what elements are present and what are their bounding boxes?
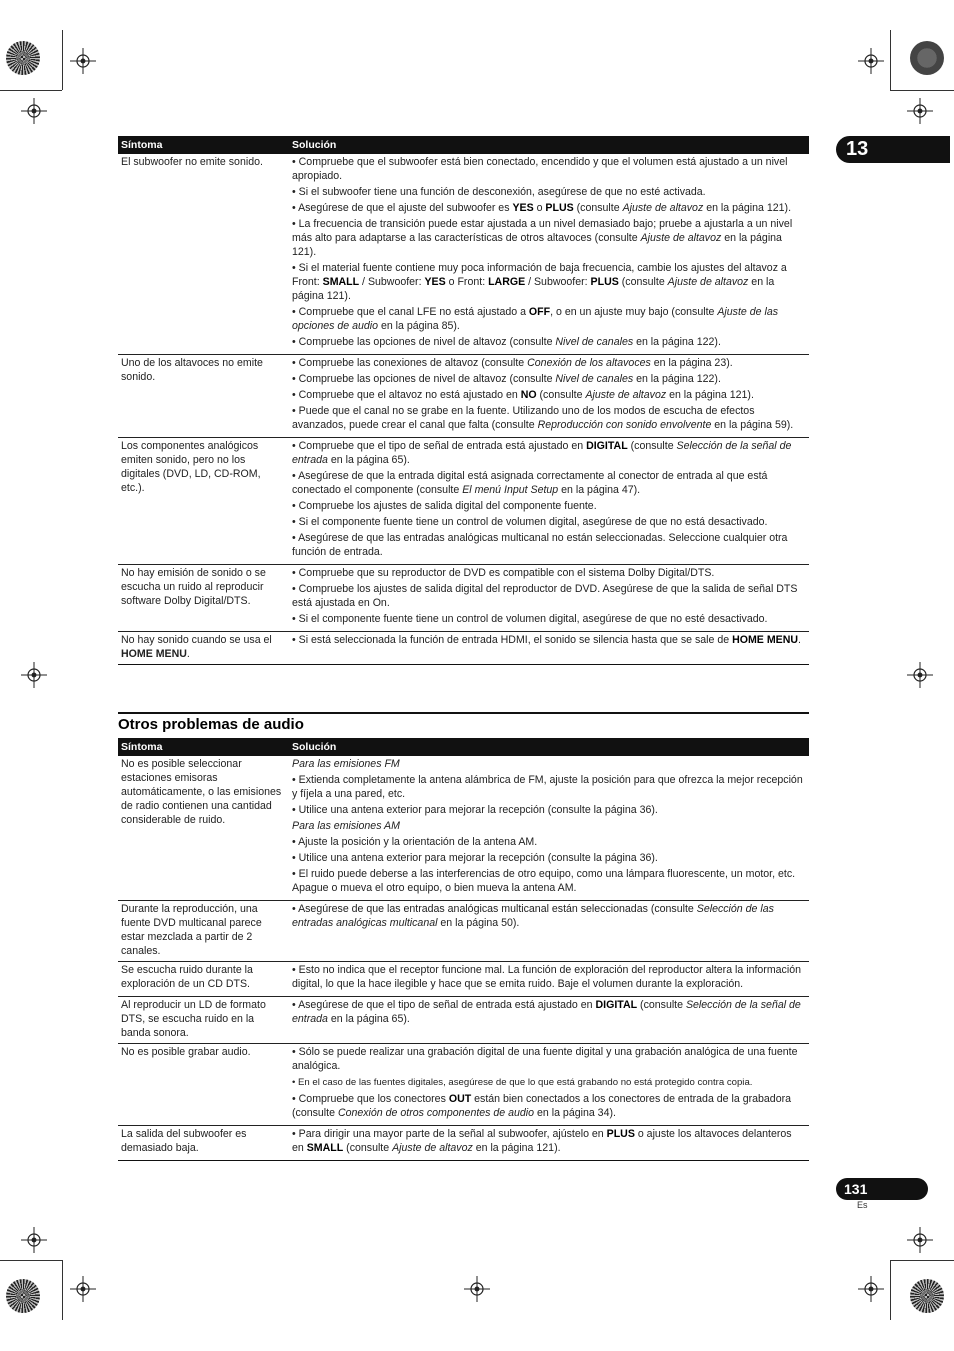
emphasis-text: LARGE bbox=[488, 276, 526, 288]
text-run: (consulte bbox=[343, 1142, 393, 1154]
text-run: en la página 59). bbox=[711, 419, 794, 431]
solution-column-header: Solución bbox=[289, 136, 809, 154]
text-run: • Sólo se puede realizar una grabación digital de una fuente digital y una grabación analógica de una fuente analógica. bbox=[292, 1046, 798, 1072]
table-header-row bbox=[118, 136, 809, 154]
table-row bbox=[118, 154, 809, 355]
solution-cell bbox=[289, 901, 809, 962]
registration-circle-bottom-right bbox=[910, 1279, 944, 1313]
symptom-cell: Los componentes analógicos emiten sonido, pero no los digitales (DVD, LD, CD-ROM, etc.). bbox=[118, 438, 289, 565]
solution-item bbox=[292, 1075, 806, 1090]
text-run: (consulte bbox=[573, 202, 623, 214]
reference-text: El menú Input Setup bbox=[462, 484, 559, 496]
solution-item bbox=[292, 217, 806, 259]
emphasis-text: PLUS bbox=[590, 276, 619, 288]
registration-circle-bottom-left bbox=[6, 1279, 40, 1313]
solution-item bbox=[292, 201, 806, 215]
text-run: en la página 23). bbox=[650, 357, 733, 369]
text-run: . bbox=[186, 648, 190, 660]
text-run: • Compruebe que los conectores bbox=[292, 1093, 449, 1105]
text-run: • Compruebe que su reproductor de DVD es compatible con el sistema Dolby Digital/DTS. bbox=[292, 567, 715, 579]
text-run: en la página 122). bbox=[633, 336, 721, 348]
audio-problems-table bbox=[118, 738, 809, 1161]
reference-text: Selección de la señal de entrada bbox=[292, 440, 792, 466]
emphasis-text: OFF bbox=[528, 306, 551, 318]
symptom-cell: Durante la reproducción, una fuente DVD multicanal parece estar mezclada a partir de 2 canales. bbox=[118, 901, 289, 962]
table-row bbox=[118, 756, 809, 901]
emphasis-text: YES bbox=[512, 202, 534, 214]
solution-item bbox=[292, 582, 806, 610]
solution-item bbox=[292, 1092, 806, 1120]
solution-item bbox=[292, 372, 806, 386]
text-run: • Asegúrese de que el ajuste del subwoofer es bbox=[292, 202, 513, 214]
text-run: • Si está seleccionada la función de entrada HDMI, el sonido se silencia hasta que se sale de bbox=[292, 634, 733, 646]
emphasis-text: SMALL bbox=[322, 276, 360, 288]
solution-cell bbox=[289, 438, 809, 565]
solution-item bbox=[292, 439, 806, 467]
symptom-cell: Uno de los altavoces no emite sonido. bbox=[118, 355, 289, 438]
text-run: • Esto no indica que el receptor funcione mal. La función de exploración del reproductor altera la información digital, lo que la hace ilegible y hace que se emita ruido. Baje el volumen durante la exploración. bbox=[292, 964, 801, 990]
solution-item bbox=[292, 356, 806, 370]
solution-item bbox=[292, 499, 806, 513]
solution-item bbox=[292, 1127, 806, 1155]
text-run: No hay sonido cuando se usa el bbox=[121, 634, 272, 646]
crosshair-mark-upper-left bbox=[21, 98, 47, 124]
solution-item bbox=[292, 261, 806, 303]
text-run: en la página 65). bbox=[327, 454, 410, 466]
reference-text: Ajuste de altavoz bbox=[585, 389, 667, 401]
solution-item bbox=[292, 566, 806, 580]
table-row bbox=[118, 632, 809, 665]
crop-mark bbox=[62, 1260, 63, 1320]
solution-cell bbox=[289, 632, 809, 665]
solution-item bbox=[292, 773, 806, 801]
symptom-column-header: Síntoma bbox=[118, 738, 289, 756]
solution-item bbox=[292, 185, 806, 199]
emphasis-text: NO bbox=[520, 389, 537, 401]
text-run: • Asegúrese de que las entradas analógicas multicanal están seleccionadas (consulte bbox=[292, 903, 697, 915]
text-run: / Subwoofer: bbox=[359, 276, 425, 288]
text-run: • Utilice una antena exterior para mejorar la recepción (consulte la página 36). bbox=[292, 852, 658, 864]
symptom-cell bbox=[118, 632, 289, 665]
solution-item bbox=[292, 963, 806, 991]
text-run: • Utilice una antena exterior para mejorar la recepción (consulte la página 36). bbox=[292, 804, 658, 816]
symptom-cell: El subwoofer no emite sonido. bbox=[118, 154, 289, 355]
text-run: / Subwoofer: bbox=[525, 276, 591, 288]
solution-cell bbox=[289, 997, 809, 1044]
text-run: en la página 65). bbox=[327, 1013, 410, 1025]
text-run: en la página 121). bbox=[666, 389, 754, 401]
text-run: • Puede que el canal no se grabe en la fuente. Utilizando uno de los modos de escucha de efectos avanzados, puede crear el canal que falta (consulte bbox=[292, 405, 755, 431]
text-run: en la página 121). bbox=[703, 202, 792, 214]
solution-item bbox=[292, 1045, 806, 1073]
solution-cell bbox=[289, 565, 809, 632]
table-row bbox=[118, 962, 809, 997]
language-code: Es bbox=[857, 1200, 868, 1210]
solution-item bbox=[292, 835, 806, 849]
emphasis-text: PLUS bbox=[545, 202, 574, 214]
solution-column-header: Solución bbox=[289, 738, 809, 756]
text-run: o Front: bbox=[445, 276, 489, 288]
text-run: • El ruido puede deberse a las interferencias de otro equipo, como una lámpara fluorescente, un motor, etc. Apague o mueva el otro equipo, o bien mueva la antena AM. bbox=[292, 868, 796, 894]
text-run: en la página 47). bbox=[558, 484, 641, 496]
text-run: • Si el subwoofer tiene una función de desconexión, asegúrese de que no esté activada. bbox=[292, 186, 706, 198]
subheading-note: Para las emisiones FM bbox=[292, 758, 400, 770]
text-run: , o en un ajuste muy bajo (consulte bbox=[550, 306, 718, 318]
text-run: • Compruebe los ajustes de salida digital del componente fuente. bbox=[292, 500, 597, 512]
crosshair-mark-top-left bbox=[70, 48, 96, 74]
symptom-cell: Se escucha ruido durante la exploración de un CD DTS. bbox=[118, 962, 289, 997]
crop-mark bbox=[890, 30, 891, 90]
text-run: • Si el material fuente contiene muy poca información de baja frecuencia, cambie los ajustes del altavoz a Front: bbox=[292, 262, 787, 288]
solution-item bbox=[292, 803, 806, 817]
text-run: en la página 122). bbox=[633, 373, 721, 385]
solution-item bbox=[292, 902, 806, 930]
solution-cell bbox=[289, 962, 809, 997]
chapter-number-tab: 13 bbox=[836, 136, 950, 163]
reference-text: Ajuste de altavoz bbox=[640, 232, 722, 244]
solution-cell bbox=[289, 154, 809, 355]
emphasis-text: SMALL bbox=[306, 1142, 344, 1154]
text-run: • Compruebe que el canal LFE no está ajustado a bbox=[292, 306, 529, 318]
solution-item bbox=[292, 469, 806, 497]
registration-circle-top-left bbox=[6, 41, 40, 75]
text-run: . bbox=[798, 634, 801, 646]
table-row bbox=[118, 355, 809, 438]
solution-item bbox=[292, 155, 806, 183]
solution-item bbox=[292, 404, 806, 432]
text-run: • Compruebe que el altavoz no está ajustado en bbox=[292, 389, 521, 401]
emphasis-text: HOME MENU bbox=[121, 648, 187, 660]
solution-cell bbox=[289, 1044, 809, 1126]
text-run: en la página 34). bbox=[534, 1107, 616, 1119]
table-row bbox=[118, 1044, 809, 1126]
text-run: • Asegúrese de que las entradas analógicas multicanal no están seleccionadas. Seleccione cualquier otra función de entrada. bbox=[292, 532, 788, 558]
solution-item bbox=[292, 851, 806, 865]
text-run: (consulte bbox=[637, 999, 686, 1011]
solution-item bbox=[292, 305, 806, 333]
text-run: (consulte bbox=[618, 276, 668, 288]
solution-item bbox=[292, 388, 806, 402]
symptom-cell: La salida del subwoofer es demasiado baja. bbox=[118, 1126, 289, 1161]
table-row bbox=[118, 438, 809, 565]
reference-text: Nivel de canales bbox=[555, 373, 634, 385]
reference-text: Selección de las entradas analógicas multicanal bbox=[292, 903, 774, 929]
text-run: o bbox=[533, 202, 546, 214]
text-run: • Ajuste la posición y la orientación de la antena AM. bbox=[292, 836, 538, 848]
crosshair-mark-top-right bbox=[858, 48, 884, 74]
text-run: están bien conectados a los conectores de entrada de la grabadora (consulte bbox=[292, 1093, 792, 1119]
crosshair-mark-bottom-right bbox=[858, 1276, 884, 1302]
troubleshooting-table bbox=[118, 136, 809, 665]
text-run: en la página 85). bbox=[378, 320, 460, 332]
symptom-cell: No es posible seleccionar estaciones emisoras automáticamente, o las emisiones de radio contienen una cantidad considerable de ruido. bbox=[118, 756, 289, 901]
emphasis-text: DIGITAL bbox=[586, 440, 628, 452]
page-number: 131 bbox=[836, 1178, 928, 1200]
text-run: • Compruebe las opciones de nivel de altavoz (consulte bbox=[292, 336, 556, 348]
reference-text: Reproducción con sonido envolvente bbox=[537, 419, 712, 431]
table-row bbox=[118, 1126, 809, 1161]
text-run: • En el caso de las fuentes digitales, asegúrese de que lo que está grabando no está protegido contra copia. bbox=[292, 1077, 753, 1088]
reference-text: Ajuste de altavoz bbox=[622, 202, 704, 214]
reference-text: Conexión de otros componentes de audio bbox=[337, 1107, 535, 1119]
text-run: en la página 121). bbox=[292, 232, 782, 258]
solution-item bbox=[292, 612, 806, 626]
text-run: • Compruebe las opciones de nivel de altavoz (consulte bbox=[292, 373, 556, 385]
crop-mark bbox=[0, 1260, 62, 1261]
crop-mark bbox=[0, 90, 62, 91]
text-run: o ajuste los altavoces delanteros en bbox=[292, 1128, 792, 1154]
crop-mark bbox=[62, 30, 63, 90]
symptom-cell: No hay emisión de sonido o se escucha un ruido al reproducir software Dolby Digital/DTS. bbox=[118, 565, 289, 632]
text-run: • Compruebe las conexiones de altavoz (consulte bbox=[292, 357, 528, 369]
crop-mark bbox=[890, 90, 954, 91]
text-run: (consulte bbox=[536, 389, 586, 401]
emphasis-text: DIGITAL bbox=[595, 999, 638, 1011]
text-run: • La frecuencia de transición puede estar ajustada a un nivel demasiado bajo; pruebe a ajustarla a un nivel más alto para adaptarse a las características de otros altavoces (consulte bbox=[292, 218, 793, 244]
crop-mark bbox=[890, 1260, 891, 1320]
table-header-row bbox=[118, 738, 809, 756]
crosshair-mark-upper-right bbox=[907, 98, 933, 124]
text-run: en la página 121). bbox=[472, 1142, 561, 1154]
solution-cell bbox=[289, 1126, 809, 1161]
registration-circle-top-right bbox=[910, 41, 944, 75]
text-run: • Para dirigir una mayor parte de la señal al subwoofer, ajústelo en bbox=[292, 1128, 607, 1140]
crosshair-mark-middle-left bbox=[21, 662, 47, 688]
emphasis-text: OUT bbox=[448, 1093, 472, 1105]
symptom-cell: No es posible grabar audio. bbox=[118, 1044, 289, 1126]
solution-cell bbox=[289, 355, 809, 438]
text-run: • Extienda completamente la antena alámbrica de FM, ajuste la posición para que ofrezca la mejor recepción y fíjela a una pared, etc. bbox=[292, 774, 803, 800]
reference-text: Selección de la señal de entrada bbox=[292, 999, 801, 1025]
solution-item bbox=[292, 633, 806, 647]
symptom-column-header: Síntoma bbox=[118, 136, 289, 154]
reference-text: Conexión de los altavoces bbox=[527, 357, 651, 369]
text-run: • Compruebe los ajustes de salida digital del reproductor de DVD. Asegúrese de que la salida de señal DTS está ajustada en On. bbox=[292, 583, 798, 609]
text-run: en la página 50). bbox=[437, 917, 520, 929]
table-row bbox=[118, 997, 809, 1044]
text-run: • Asegúrese de que el tipo de señal de entrada está ajustado en bbox=[292, 999, 596, 1011]
text-run: • Si el componente fuente tiene un control de volumen digital, asegúrese de que no está desactivado. bbox=[292, 516, 768, 528]
reference-text: Ajuste de altavoz bbox=[667, 276, 749, 288]
emphasis-text: YES bbox=[424, 276, 446, 288]
text-run: • Si el componente fuente tiene un control de volumen digital, asegúrese de que no esté desactivado. bbox=[292, 613, 768, 625]
solution-item bbox=[292, 531, 806, 559]
symptom-cell: Al reproducir un LD de formato DTS, se escucha ruido en la banda sonora. bbox=[118, 997, 289, 1044]
solution-item bbox=[292, 335, 806, 349]
solution-item bbox=[292, 998, 806, 1026]
subheading-note: Para las emisiones AM bbox=[292, 820, 400, 832]
emphasis-text: HOME MENU bbox=[732, 634, 799, 646]
solution-cell bbox=[289, 756, 809, 901]
solution-item bbox=[292, 515, 806, 529]
reference-text: Nivel de canales bbox=[555, 336, 634, 348]
text-run: • Compruebe que el subwoofer está bien conectado, encendido y que el volumen está ajustado a un nivel apropiado. bbox=[292, 156, 788, 182]
crosshair-mark-lower-left bbox=[21, 1227, 47, 1253]
text-run: • Compruebe que el tipo de señal de entrada está ajustado en bbox=[292, 440, 587, 452]
crosshair-mark-lower-right bbox=[907, 1227, 933, 1253]
reference-text: Ajuste de las opciones de audio bbox=[292, 306, 779, 332]
crosshair-mark-bottom-left bbox=[70, 1276, 96, 1302]
crosshair-mark-bottom-center bbox=[464, 1276, 490, 1302]
reference-text: Ajuste de altavoz bbox=[392, 1142, 473, 1154]
crop-mark bbox=[890, 1260, 954, 1261]
text-run: (consulte bbox=[627, 440, 677, 452]
section-title: Otros problemas de audio bbox=[118, 712, 809, 734]
table-row bbox=[118, 901, 809, 962]
crosshair-mark-middle-right bbox=[907, 662, 933, 688]
text-run: en la página 121). bbox=[292, 276, 775, 302]
table-row bbox=[118, 565, 809, 632]
solution-item bbox=[292, 867, 806, 895]
text-run: • Asegúrese de que la entrada digital está asignada correctamente al conector de entrada al que está conectado el componente (consulte bbox=[292, 470, 768, 496]
emphasis-text: PLUS bbox=[606, 1128, 635, 1140]
